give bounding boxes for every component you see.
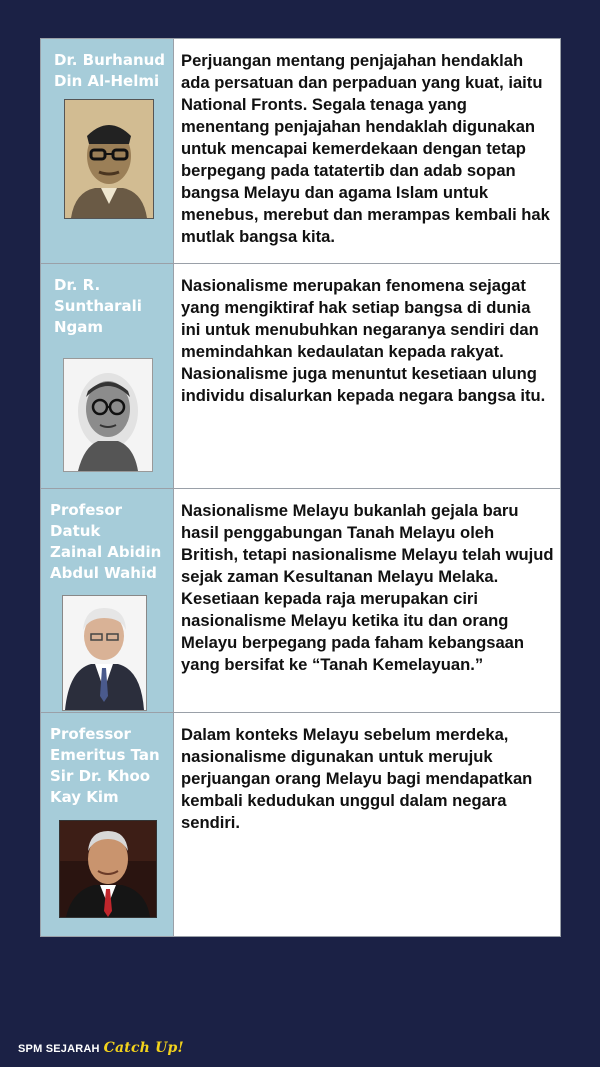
portrait-photo [63,358,153,472]
quote-text: Perjuangan mentang penjajahan hendaklah ada persatuan dan perpaduan yang kuat, iaitu National Fronts. Segala tenaga yang menentang penjajahan hendaklah digunakan untuk mencapai kemerdekaan dengan tetap berpegang pada tatatertib dan adab sopan bangsa Melayu dan agama Islam untuk menebus, merebut dan merampas kembali hak mutlak bangsa kita. [181,51,550,246]
person-name: Dr. Burhanud Din Al-Helmi [54,51,166,90]
name-cell [41,264,174,488]
name-cell [41,713,174,936]
footer-label: SPM SEJARAH [18,1043,100,1055]
quotes-table [40,38,561,937]
portrait-photo [62,595,147,711]
portrait-photo [59,820,157,918]
table-row [41,489,560,713]
portrait-photo [64,99,154,219]
person-name: Dr. R. Suntharali Ngam [54,276,142,336]
name-cell [41,489,174,712]
quote-text: Dalam konteks Melayu sebelum merdeka, nasionalisme digunakan untuk merujuk perjuangan orang Melayu bagi mendapatkan kembali kedudukan unggul dalam negara sendiri. [181,725,533,832]
person-name: Profesor Datuk Zainal Abidin Abdul Wahid [50,501,162,582]
quote-text: Nasionalisme Melayu bukanlah gejala baru hasil penggabungan Tanah Melayu oleh British, tetapi nasionalisme Melayu telah wujud sejak zaman Kesultanan Melayu Melaka. Kesetiaan kepada raja merupakan ciri nasionalisme Melayu ketika itu dan orang Melayu berpegang pada faham kebangsaan yang bersifat ke “Tanah Kemelayuan.” [181,501,554,674]
person-name: Professor Emeritus Tan Sir Dr. Khoo Kay Kim [50,725,160,806]
footer-tagline: Catch Up! [103,1040,184,1056]
table-row [41,713,560,936]
table-row [41,264,560,489]
footer-brand [18,1040,184,1056]
table-row [41,39,560,264]
quote-text: Nasionalisme merupakan fenomena sejagat yang mengiktiraf hak setiap bangsa di dunia ini untuk menubuhkan negaranya sendiri dan memindahkan kedaulatan kepada rakyat. Nasionalisme juga menuntut kesetiaan ulung individu disalurkan kepada negara bangsa itu. [181,276,546,405]
name-cell [41,39,174,263]
